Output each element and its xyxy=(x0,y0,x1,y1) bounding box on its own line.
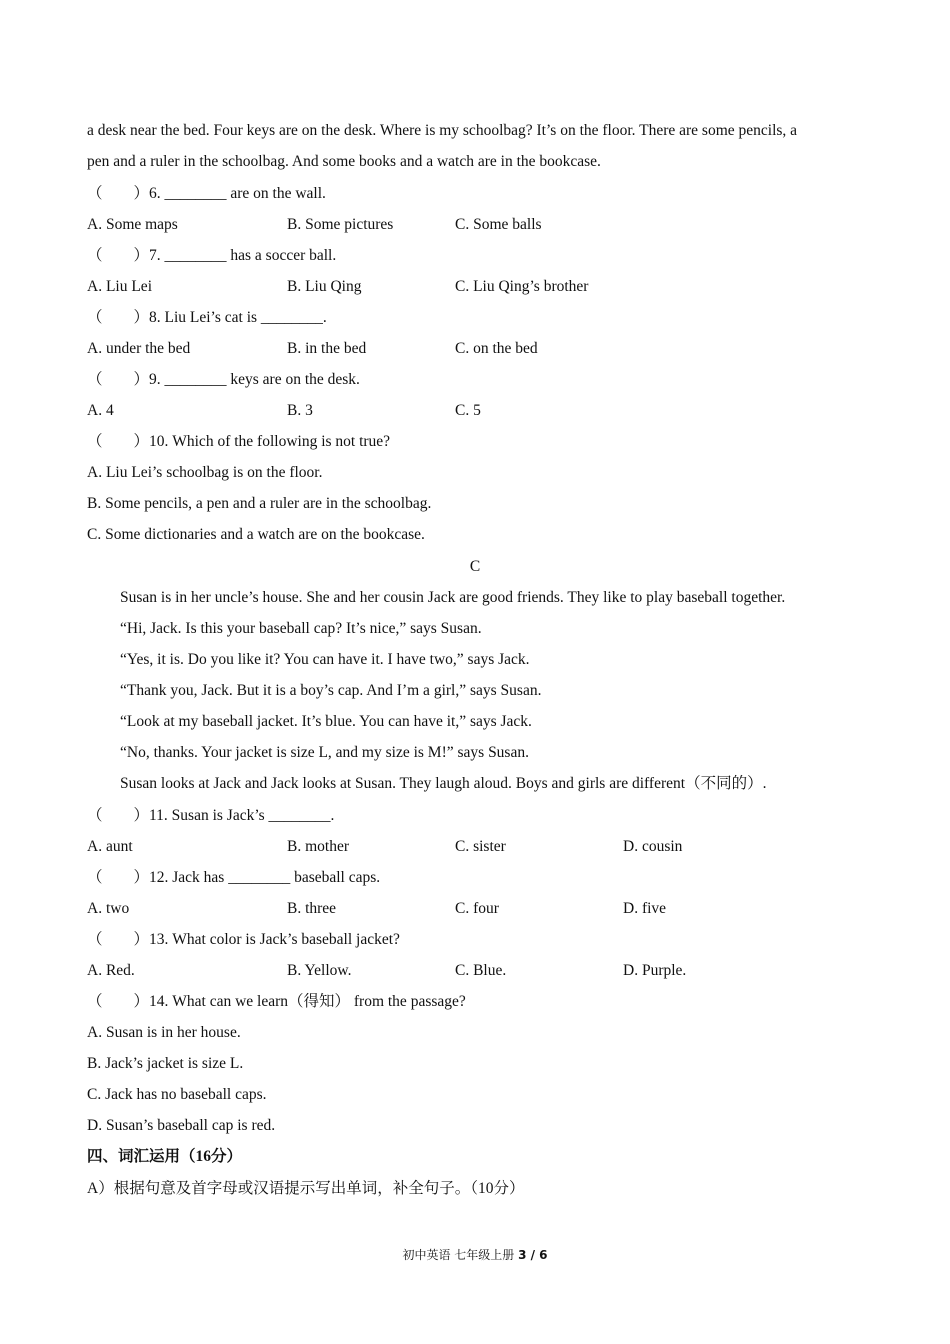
page-number: 3 / 6 xyxy=(518,1248,548,1262)
question-7-option-b: B. Liu Qing xyxy=(287,278,362,295)
passage-b-line-1: a desk near the bed. Four keys are on the desk. Where is my schoolbag? It’s on the floor. There are some pencils, a xyxy=(87,122,798,139)
question-8-option-a: A. under the bed xyxy=(87,340,191,357)
passage-c-paragraph: Susan is in her uncle’s house. She and her cousin Jack are good friends. They like to play baseball together. xyxy=(120,589,786,606)
question-6-stem: （ ）6. ________ are on the wall. xyxy=(87,185,326,202)
passage-b-line-2: pen and a ruler in the schoolbag. And some books and a watch are in the bookcase. xyxy=(87,153,601,170)
question-14-option-a: A. Susan is in her house. xyxy=(87,1024,241,1041)
question-14-option-b: B. Jack’s jacket is size L. xyxy=(87,1055,244,1072)
question-13-option-c: C. Blue. xyxy=(455,962,507,979)
question-8-option-b: B. in the bed xyxy=(287,340,367,357)
question-9-stem: （ ）9. ________ keys are on the desk. xyxy=(87,371,360,388)
question-7-stem: （ ）7. ________ has a soccer ball. xyxy=(87,247,337,264)
question-8-option-c: C. on the bed xyxy=(455,340,538,357)
question-12-option-a: A. two xyxy=(87,900,130,917)
section-4-title: 四、词汇运用（16分） xyxy=(87,1148,243,1165)
section-4-part-a-instruction: A）根据句意及首字母或汉语提示写出单词，补全句子。（10分） xyxy=(87,1180,525,1197)
question-11-stem: （ ）11. Susan is Jack’s ________. xyxy=(87,807,335,824)
question-13-option-b: B. Yellow. xyxy=(287,962,352,979)
passage-c-paragraph: “Yes, it is. Do you like it? You can have it. I have two,” says Jack. xyxy=(120,651,530,668)
question-10-option-c: C. Some dictionaries and a watch are on the bookcase. xyxy=(87,526,425,543)
footer-text: 初中英语 七年级上册 xyxy=(402,1248,519,1262)
question-7-option-a: A. Liu Lei xyxy=(87,278,152,295)
question-9-option-a: A. 4 xyxy=(87,402,114,419)
question-14-stem: （ ）14. What can we learn（得知） from the passage? xyxy=(87,993,466,1010)
question-13-stem: （ ）13. What color is Jack’s baseball jacket? xyxy=(87,931,400,948)
question-7-option-c: C. Liu Qing’s brother xyxy=(455,278,589,295)
passage-c-paragraph: Susan looks at Jack and Jack looks at Susan. They laugh aloud. Boys and girls are different（不同的）. xyxy=(120,775,767,792)
question-12-option-b: B. three xyxy=(287,900,337,917)
question-9-option-c: C. 5 xyxy=(455,402,481,419)
passage-c-paragraph: “Hi, Jack. Is this your baseball cap? It’s nice,” says Susan. xyxy=(120,620,482,637)
question-10-stem: （ ）10. Which of the following is not true? xyxy=(87,433,391,450)
passage-c-paragraph: “No, thanks. Your jacket is size L, and my size is M!” says Susan. xyxy=(120,744,529,761)
question-12-option-d: D. five xyxy=(623,900,667,917)
question-13-option-a: A. Red. xyxy=(87,962,135,979)
question-10-option-b: B. Some pencils, a pen and a ruler are in the schoolbag. xyxy=(87,495,432,512)
question-11-option-c: C. sister xyxy=(455,838,506,855)
question-12-option-c: C. four xyxy=(455,900,499,917)
question-6-option-b: B. Some pictures xyxy=(287,216,394,233)
question-10-option-a: A. Liu Lei’s schoolbag is on the floor. xyxy=(87,464,323,481)
section-c-label: C xyxy=(469,558,481,575)
question-11-option-d: D. cousin xyxy=(623,838,683,855)
passage-c-paragraph: “Look at my baseball jacket. It’s blue. You can have it,” says Jack. xyxy=(120,713,532,730)
question-11-option-a: A. aunt xyxy=(87,838,133,855)
question-8-stem: （ ）8. Liu Lei’s cat is ________. xyxy=(87,309,327,326)
question-6-option-c: C. Some balls xyxy=(455,216,542,233)
question-11-option-b: B. mother xyxy=(287,838,349,855)
page-footer xyxy=(0,1246,950,1263)
question-6-option-a: A. Some maps xyxy=(87,216,178,233)
question-14-option-c: C. Jack has no baseball caps. xyxy=(87,1086,267,1103)
question-12-stem: （ ）12. Jack has ________ baseball caps. xyxy=(87,869,381,886)
passage-c-paragraph: “Thank you, Jack. But it is a boy’s cap. And I’m a girl,” says Susan. xyxy=(120,682,542,699)
question-13-option-d: D. Purple. xyxy=(623,962,687,979)
question-14-option-d: D. Susan’s baseball cap is red. xyxy=(87,1117,276,1134)
question-9-option-b: B. 3 xyxy=(287,402,313,419)
